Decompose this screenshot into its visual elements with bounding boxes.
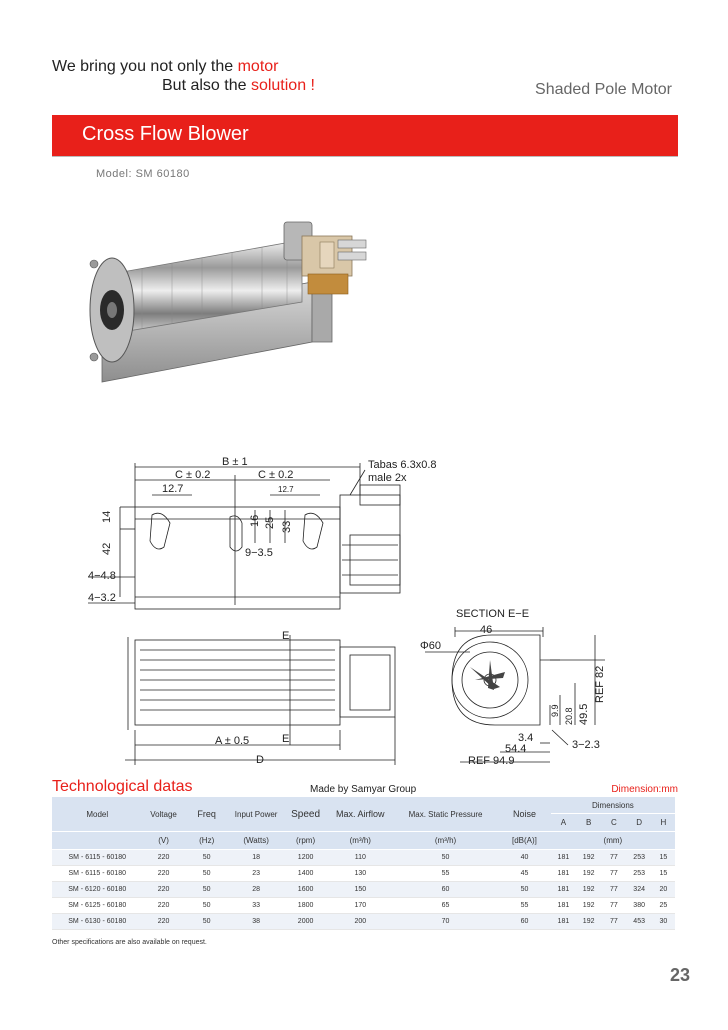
dim-16: 16 xyxy=(249,514,261,527)
cell-model: SM - 6125 - 60180 xyxy=(52,898,143,914)
cell-input-power: 18 xyxy=(229,850,284,866)
dimension-drawing xyxy=(80,455,640,775)
cell-dim-a: 181 xyxy=(551,850,576,866)
cell-freq: 50 xyxy=(185,914,229,930)
spec-table-body xyxy=(52,850,675,930)
table-row xyxy=(52,866,675,882)
dimension-unit: Dimension:mm xyxy=(611,784,678,795)
cell-voltage: 220 xyxy=(143,914,185,930)
cell-dim-h: 15 xyxy=(652,850,675,866)
cell-dim-b: 192 xyxy=(576,898,601,914)
th-unit-noise: [dB(A)] xyxy=(498,832,551,850)
dim-46: 46 xyxy=(480,624,493,636)
cell-dim-b: 192 xyxy=(576,882,601,898)
cell-noise: 60 xyxy=(498,914,551,930)
th-max-airflow: Max. Airflow xyxy=(328,797,393,832)
cell-model: SM - 6115 - 60180 xyxy=(52,866,143,882)
cell-dim-d: 453 xyxy=(627,914,652,930)
table-row xyxy=(52,882,675,898)
cell-dim-c: 77 xyxy=(601,850,626,866)
dim-4-4-8: 4−4.8 xyxy=(88,570,116,582)
dim-c1: C ± 0.2 xyxy=(175,469,211,481)
tagline-line1 xyxy=(52,58,279,76)
th-unit-max-static-pressure: (m³/h) xyxy=(393,832,498,850)
cell-dim-h: 15 xyxy=(652,866,675,882)
cell-input-power: 33 xyxy=(229,898,284,914)
made-by: Made by Samyar Group xyxy=(310,784,417,795)
dim-c2: C ± 0.2 xyxy=(258,469,294,481)
cell-model: SM - 6120 - 60180 xyxy=(52,882,143,898)
spec-table xyxy=(52,797,675,930)
dim-a: A ± 0.5 xyxy=(215,735,250,747)
cell-speed: 1600 xyxy=(284,882,328,898)
dim-25: 25 xyxy=(264,516,276,529)
cell-voltage: 220 xyxy=(143,882,185,898)
cell-dim-c: 77 xyxy=(601,914,626,930)
cell-model: SM - 6130 - 60180 xyxy=(52,914,143,930)
cell-input-power: 23 xyxy=(229,866,284,882)
th-unit-max-airflow: (m³/h) xyxy=(328,832,393,850)
dim-b: B ± 1 xyxy=(222,456,248,468)
dim-3-2-3: 3−2.3 xyxy=(572,739,600,751)
dim-12-7-a: 12.7 xyxy=(162,483,184,495)
dim-d: D xyxy=(256,754,264,766)
section-e-bottom: E xyxy=(282,733,290,745)
cell-dim-h: 20 xyxy=(652,882,675,898)
dim-9-3-5: 9−3.5 xyxy=(245,547,273,559)
cell-max-airflow: 200 xyxy=(328,914,393,930)
cell-max-static-pressure: 50 xyxy=(393,850,498,866)
cell-dim-h: 25 xyxy=(652,898,675,914)
dim-phi-60: Φ60 xyxy=(420,640,442,652)
th-dim-d: D xyxy=(627,814,652,832)
dim-42: 42 xyxy=(101,542,113,555)
table-row xyxy=(52,914,675,930)
dim-4-3-2: 4−3.2 xyxy=(88,592,116,604)
cell-dim-a: 181 xyxy=(551,882,576,898)
th-freq: Freq xyxy=(185,797,229,832)
cell-voltage: 220 xyxy=(143,866,185,882)
page-number: 23 xyxy=(669,965,690,985)
cell-dim-d: 253 xyxy=(627,866,652,882)
cell-max-airflow: 130 xyxy=(328,866,393,882)
dim-49-5: 49.5 xyxy=(578,703,590,725)
dim-9-9: 9.9 xyxy=(550,704,560,717)
th-unit-model xyxy=(52,832,143,850)
th-unit-freq: (Hz) xyxy=(185,832,229,850)
cell-noise: 55 xyxy=(498,898,551,914)
cell-max-airflow: 170 xyxy=(328,898,393,914)
tagline-line1-text: We bring you not only the xyxy=(52,58,238,75)
th-model: Model xyxy=(52,797,143,832)
dim-54-4: 54.4 xyxy=(505,743,527,755)
tagline-highlight-motor: motor xyxy=(237,58,279,75)
cell-dim-b: 192 xyxy=(576,914,601,930)
dim-ref-82: REF 82 xyxy=(594,665,606,703)
th-max-static-pressure: Max. Static Pressure xyxy=(393,797,498,832)
th-speed: Speed xyxy=(284,797,328,832)
th-input-power: Input Power xyxy=(229,797,284,832)
dim-ref-94-9: REF 94.9 xyxy=(468,755,515,767)
th-unit-speed: (rpm) xyxy=(284,832,328,850)
cell-speed: 2000 xyxy=(284,914,328,930)
th-noise: Noise xyxy=(498,797,551,832)
th-dimensions: Dimensions xyxy=(551,797,675,814)
th-unit-input-power: (Watts) xyxy=(229,832,284,850)
dim-33: 33 xyxy=(281,520,293,533)
title-banner xyxy=(52,115,678,157)
cell-dim-d: 324 xyxy=(627,882,652,898)
cell-noise: 45 xyxy=(498,866,551,882)
cell-voltage: 220 xyxy=(143,850,185,866)
dim-12-7-b: 12.7 xyxy=(278,485,294,494)
cell-noise: 40 xyxy=(498,850,551,866)
cell-model: SM - 6115 - 60180 xyxy=(52,850,143,866)
blower-photo xyxy=(62,212,382,392)
cell-input-power: 38 xyxy=(229,914,284,930)
cell-dim-a: 181 xyxy=(551,898,576,914)
dim-20-8: 20.8 xyxy=(564,707,574,725)
cell-noise: 50 xyxy=(498,882,551,898)
cell-max-static-pressure: 70 xyxy=(393,914,498,930)
dim-3-4: 3.4 xyxy=(518,732,534,744)
cell-freq: 50 xyxy=(185,850,229,866)
category-label: Shaded Pole Motor xyxy=(535,81,672,98)
cell-max-static-pressure: 55 xyxy=(393,866,498,882)
dim-tabas-1: Tabas 6.3x0.8 xyxy=(368,459,437,471)
table-row xyxy=(52,898,675,914)
th-unit-voltage: (V) xyxy=(143,832,185,850)
cell-dim-a: 181 xyxy=(551,914,576,930)
cell-dim-d: 253 xyxy=(627,850,652,866)
section-e-top: E xyxy=(282,630,290,642)
th-unit-dimensions: (mm) xyxy=(551,832,675,850)
cell-freq: 50 xyxy=(185,882,229,898)
cell-input-power: 28 xyxy=(229,882,284,898)
cell-speed: 1200 xyxy=(284,850,328,866)
tech-title: Technological datas xyxy=(52,778,193,795)
cell-dim-h: 30 xyxy=(652,914,675,930)
cell-max-static-pressure: 65 xyxy=(393,898,498,914)
th-dim-a: A xyxy=(551,814,576,832)
tagline-line2 xyxy=(162,77,315,95)
dim-tabas-2: male 2x xyxy=(368,472,407,484)
dim-14: 14 xyxy=(101,510,113,523)
th-dim-h: H xyxy=(652,814,675,832)
th-voltage: Voltage xyxy=(143,797,185,832)
cell-freq: 50 xyxy=(185,866,229,882)
cell-max-airflow: 150 xyxy=(328,882,393,898)
footnote: Other specifications are also available on request. xyxy=(52,939,207,946)
cell-max-airflow: 110 xyxy=(328,850,393,866)
cell-speed: 1800 xyxy=(284,898,328,914)
table-row xyxy=(52,850,675,866)
cell-dim-b: 192 xyxy=(576,850,601,866)
cell-voltage: 220 xyxy=(143,898,185,914)
model-line: Model: SM 60180 xyxy=(96,168,190,180)
tagline-line2-text: But also the xyxy=(162,77,251,94)
tagline-highlight-solution: solution ! xyxy=(250,77,315,94)
cell-dim-b: 192 xyxy=(576,866,601,882)
cell-max-static-pressure: 60 xyxy=(393,882,498,898)
cell-dim-d: 380 xyxy=(627,898,652,914)
cell-speed: 1400 xyxy=(284,866,328,882)
section-label: SECTION E−E xyxy=(456,608,530,620)
cell-dim-c: 77 xyxy=(601,898,626,914)
cell-dim-a: 181 xyxy=(551,866,576,882)
banner-title: Cross Flow Blower xyxy=(82,123,249,145)
th-dim-b: B xyxy=(576,814,601,832)
cell-dim-c: 77 xyxy=(601,882,626,898)
cell-freq: 50 xyxy=(185,898,229,914)
th-dim-c: C xyxy=(601,814,626,832)
cell-dim-c: 77 xyxy=(601,866,626,882)
